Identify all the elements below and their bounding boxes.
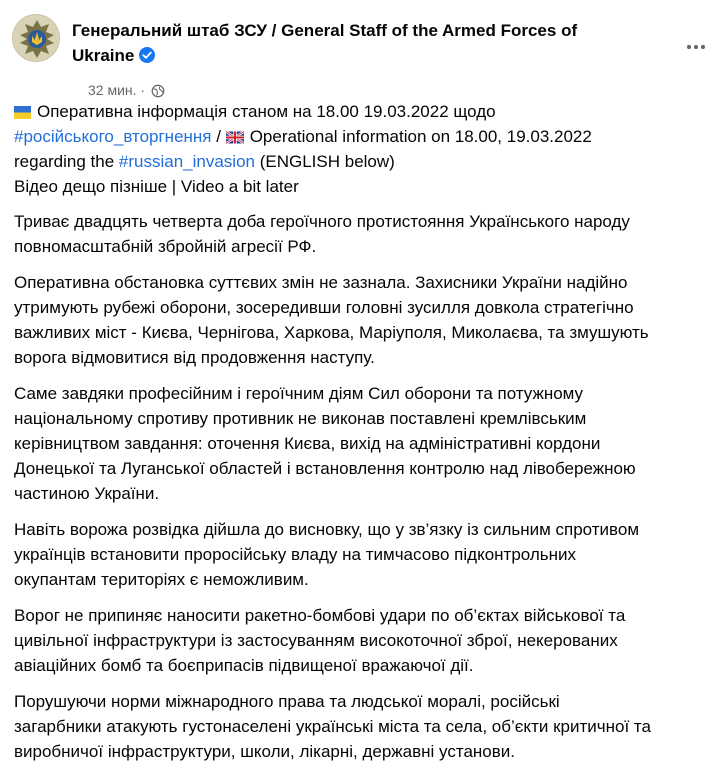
intro-paragraph [14,99,714,199]
intro-line-3 [14,149,714,174]
intro-line-2-text: Operational information on 18.00, 19.03.2022 [249,127,592,146]
paragraph-line: Оперативна обстановка суттєвих змін не зазнала. Захисники України надійно [14,273,628,292]
paragraph-line: Триває двадцять четверта доба героїчного протистояння Українського народу [14,212,630,231]
paragraph-line: керівництвом завдання: оточення Києва, вихід на адміністративні кордони [14,434,601,453]
more-options-icon[interactable] [683,34,709,60]
paragraph-line: утримують рубежі оборони, зосередивши головні зусилля довкола стратегічно [14,298,634,317]
paragraph-line: повномасштабній збройній агресії РФ. [14,237,317,256]
globe-icon[interactable] [151,84,165,98]
paragraph-line: окупантам територіях є неможливим. [14,570,309,589]
paragraph-6 [14,689,714,764]
paragraph-line: Донецької та Луганської областей і встановлення контролю над лівобережною [14,459,636,478]
ukraine-flag-icon [14,106,31,119]
paragraph-1 [14,209,714,259]
paragraph-3 [14,381,714,506]
intro-line-1 [14,99,714,124]
paragraph-line: національному спротиву противник не виконав поставлені кремлівським [14,409,587,428]
intro-line-3-suffix: (ENGLISH below) [255,152,395,171]
post-meta [88,81,165,99]
paragraph-line: Саме завдяки професійним і героїчним діям Сил оборони та потужному [14,384,584,403]
meta-dot: · [140,82,146,98]
page-name-text[interactable]: Генеральний штаб ЗСУ / General Staff of the Armed Forces of Ukraine [72,21,578,65]
intro-line-2 [14,124,714,149]
intro-line-3-prefix: regarding the [14,152,119,171]
paragraph-4 [14,517,714,592]
hashtag-russian-invasion-en[interactable]: #russian_invasion [118,152,255,171]
paragraph-line: важливих міст - Києва, Чернігова, Харкова, Маріуполя, Миколаєва, та змушують [14,323,649,342]
paragraph-line: загарбники атакують густонаселені українські міста та села, об’єкти критичної та [14,717,651,736]
intro-line-4: Відео дещо пізніше | Video a bit later [14,177,299,196]
intro-line-1-text: Оперативна інформація станом на 18.00 19.03.2022 щодо [37,102,496,121]
emblem-avatar [13,15,60,62]
paragraph-line: українців встановити проросійську владу на тимчасово підконтрольних [14,545,577,564]
page-name[interactable] [72,18,632,68]
paragraph-line: Порушуючи норми міжнародного права та людської моралі, російські [14,692,560,711]
post-body [14,99,714,775]
paragraph-5 [14,603,714,678]
page-avatar[interactable] [12,14,60,62]
separator-text: / [211,127,226,146]
paragraph-line: цивільної інфраструктури із застосуванням високоточної зброї, некерованих [14,631,618,650]
hashtag-russian-invasion-ua[interactable]: #російського_вторгнення [14,127,212,146]
paragraph-line: авіаційних бомб та боєприпасів підвищеної вражаючої дії. [14,656,474,675]
paragraph-line: виробничої інфраструктури, школи, лікарні, державні установи. [14,742,516,761]
paragraph-2 [14,270,714,370]
post-header [12,12,715,98]
paragraph-line: частиною України. [14,484,160,503]
paragraph-line: ворога відмовитися від продовження наступу. [14,348,375,367]
post-time[interactable]: 32 мин. [88,82,137,98]
paragraph-line: Ворог не припиняє наносити ракетно-бомбові удари по об’єктах військової та [14,606,626,625]
verified-badge-icon [139,47,155,63]
uk-flag-icon [226,131,244,144]
paragraph-line: Навіть ворожа розвідка дійшла до висновку, що у зв’язку із сильним спротивом [14,520,640,539]
